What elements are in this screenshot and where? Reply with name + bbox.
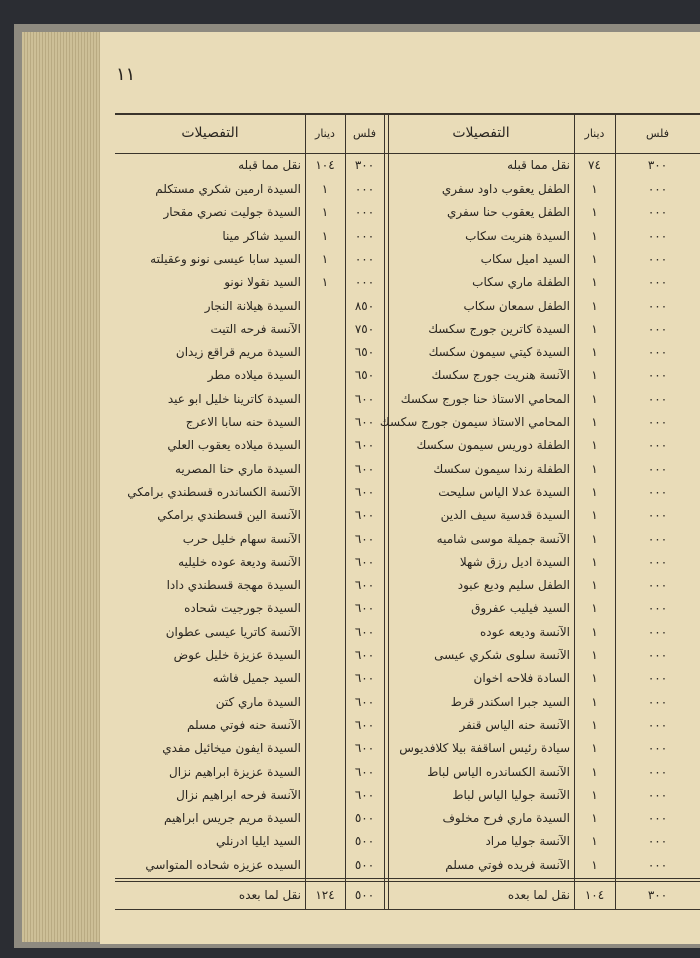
- donor-name: السيدة ماري حنا المصريه: [174, 462, 301, 476]
- donation-fils: ٠٠٠: [647, 648, 668, 662]
- donor-name: السيدة ارمين شكري مستكلم: [155, 182, 301, 196]
- donation-fils: ٠٠٠: [647, 485, 668, 499]
- donor-name: السيدة كاترين جورج سكسك: [428, 322, 570, 336]
- donor-name: السيدة عدلا الياس سليحت: [438, 485, 570, 499]
- column-rule-center: [384, 113, 385, 910]
- carried-forward-label: نقل مما قبله: [238, 158, 301, 172]
- donor-name: السيد اميل سكاب: [480, 252, 570, 266]
- donation-dinar: ١: [591, 205, 598, 219]
- donor-name: السيد ايليا ادرنلي: [216, 834, 301, 848]
- donation-fils: ٠٠٠: [647, 811, 668, 825]
- donation-fils: ٠٠٠: [647, 252, 668, 266]
- donation-fils: ٥٠٠: [354, 834, 375, 848]
- donor-name: سيادة رئيس اساقفة بيلا كلافديوس: [399, 741, 570, 755]
- donation-dinar: ١: [591, 601, 598, 615]
- donation-dinar: ١: [321, 229, 329, 243]
- donation-fils: ٠٠٠: [354, 229, 375, 243]
- donation-fils: ٦٠٠: [354, 578, 375, 592]
- donation-fils: ٦٥٠: [354, 368, 375, 382]
- carried-over-label: نقل لما بعده: [238, 888, 301, 902]
- carried-forward-dinar: ١٠٤: [315, 158, 335, 172]
- carried-forward-fils: ٣٠٠: [647, 158, 668, 172]
- donation-fils: ٦٠٠: [354, 438, 375, 452]
- donation-dinar: ١: [591, 368, 598, 382]
- donation-dinar: ١: [321, 252, 329, 266]
- donation-fils: ٦٠٠: [354, 485, 375, 499]
- donor-name: السيد نقولا نونو: [224, 275, 301, 289]
- donor-name: السيدة اديل رزق شهلا: [459, 555, 570, 569]
- donation-fils: ٠٠٠: [647, 834, 668, 848]
- donor-name: السيدة هنريت سكاب: [465, 229, 570, 243]
- donor-name: الآنسة وديعة عوده خليليه: [178, 555, 301, 569]
- donation-dinar: ١: [591, 345, 598, 359]
- header-dinar-right: دينار: [584, 126, 605, 140]
- donation-dinar: ١: [591, 182, 598, 196]
- footer-rule-lower: [115, 881, 700, 882]
- donor-name: السيد شاكر مينا: [222, 229, 301, 243]
- donor-name: السيده عزيزه شحاده المتواسي: [145, 858, 301, 872]
- donor-name: الآنسة كاتريا عيسى عطوان: [165, 625, 301, 639]
- donor-name: الآنسة حنه الياس قنفر: [459, 718, 570, 732]
- donor-name: الآنسة الكساندره الياس لباط: [427, 765, 570, 779]
- donation-fils: ٠٠٠: [647, 322, 668, 336]
- donation-fils: ٧٥٠: [354, 322, 375, 336]
- donation-fils: ٠٠٠: [647, 345, 668, 359]
- donation-fils: ٠٠٠: [647, 741, 668, 755]
- carried-forward-fils: ٣٠٠: [354, 158, 375, 172]
- donation-fils: ٠٠٠: [647, 438, 668, 452]
- donor-name: السيدة حنه سابا الاعرج: [185, 415, 301, 429]
- donation-fils: ٠٠٠: [354, 182, 375, 196]
- donor-name: السيدة ميلاده مطر: [207, 368, 301, 382]
- donation-fils: ٦٠٠: [354, 532, 375, 546]
- donation-dinar: ١: [591, 834, 598, 848]
- donor-name: الآنسة فريده فوتي مسلم: [445, 858, 570, 872]
- donor-name: الآنسة هنريت جورج سكسك: [431, 368, 570, 382]
- donation-dinar: ١: [591, 532, 598, 546]
- donor-name: الآنسة سلوى شكري عيسى: [434, 648, 570, 662]
- carried-forward-dinar: ٧٤: [588, 158, 601, 172]
- donor-name: الطفل يعقوب داود سفري: [441, 182, 570, 196]
- donation-fils: ٠٠٠: [647, 788, 668, 802]
- donor-name: السيدة كيتي سيمون سكسك: [428, 345, 570, 359]
- donation-fils: ٠٠٠: [647, 415, 668, 429]
- donor-name: السيدة كاترينا خليل ابو عيد: [167, 392, 301, 406]
- donation-fils: ٦٠٠: [354, 671, 375, 685]
- donation-fils: ٠٠٠: [647, 695, 668, 709]
- donation-dinar: ١: [591, 252, 598, 266]
- donation-fils: ٥٠٠: [354, 858, 375, 872]
- donor-name: السيدة مريم جريس ابراهيم: [164, 811, 301, 825]
- donation-fils: ٠٠٠: [647, 299, 668, 313]
- donor-name: السيدة هيلانة النجار: [204, 299, 301, 313]
- donor-name: السيدة جوليت نصري مقحار: [163, 205, 301, 219]
- header-details-right: التفصيلات: [452, 125, 510, 141]
- donation-fils: ٠٠٠: [647, 532, 668, 546]
- donation-fils: ٠٠٠: [647, 578, 668, 592]
- donor-name: السادة فلاحه اخوان: [473, 671, 570, 685]
- donation-fils: ٠٠٠: [647, 182, 668, 196]
- donation-fils: ٠٠٠: [647, 671, 668, 685]
- donation-fils: ٦٠٠: [354, 555, 375, 569]
- donation-dinar: ١: [321, 205, 329, 219]
- donor-name: السيدة قدسية سيف الدين: [440, 508, 570, 522]
- donation-fils: ٠٠٠: [647, 858, 668, 872]
- donation-dinar: ١: [591, 788, 598, 802]
- donation-dinar: ١: [591, 695, 598, 709]
- donation-fils: ٠٠٠: [647, 368, 668, 382]
- donation-fils: ٠٠٠: [354, 205, 375, 219]
- donor-name: الطفل سليم وديع عبود: [457, 578, 570, 592]
- donation-dinar: ١: [591, 485, 598, 499]
- donor-name: السيد جبرا اسكندر قرط: [450, 695, 570, 709]
- donor-name: الطفل سمعان سكاب: [463, 299, 570, 313]
- donor-name: الآنسة الين قسطندي برامكي: [157, 508, 301, 522]
- donor-name: الطفلة رندا سيمون سكسك: [433, 462, 570, 476]
- donation-dinar: ١: [591, 765, 598, 779]
- header-details-left: التفصيلات: [181, 125, 239, 141]
- donor-name: الطفل يعقوب حنا سفري: [447, 205, 570, 219]
- donation-fils: ٦٥٠: [354, 345, 375, 359]
- donor-name: السيد جميل فاشه: [212, 671, 301, 685]
- donation-dinar: ١: [591, 322, 598, 336]
- donation-fils: ٠٠٠: [647, 508, 668, 522]
- donation-dinar: ١: [591, 858, 598, 872]
- donation-fils: ٠٠٠: [647, 718, 668, 732]
- donation-dinar: ١: [321, 275, 329, 289]
- donor-name: الآنسة جوليا الياس لباط: [452, 788, 570, 802]
- carried-over-label: نقل لما بعده: [507, 888, 570, 902]
- carried-forward-label: نقل مما قبله: [507, 158, 570, 172]
- donor-name: المحامي الاستاذ سيمون جورج سكسك: [379, 415, 570, 429]
- donor-name: السيدة مهجة قسطندي دادا: [166, 578, 301, 592]
- bottom-rule: [115, 909, 700, 910]
- donor-name: الآنسة سهام خليل حرب: [182, 532, 301, 546]
- donation-fils: ٦٠٠: [354, 718, 375, 732]
- donor-name: السيدة ماري فرح مخلوف: [442, 811, 570, 825]
- carried-over-fils: ٣٠٠: [647, 888, 668, 902]
- donation-fils: ٠٠٠: [647, 392, 668, 406]
- donation-dinar: ١: [591, 299, 598, 313]
- donation-fils: ٠٠٠: [354, 275, 375, 289]
- donor-name: الآنسة جميلة موسى شاميه: [436, 532, 570, 546]
- donation-dinar: ١: [591, 671, 598, 685]
- donation-fils: ٦٠٠: [354, 765, 375, 779]
- donation-fils: ٦٠٠: [354, 695, 375, 709]
- donation-fils: ٦٠٠: [354, 415, 375, 429]
- donation-dinar: ١: [591, 625, 598, 639]
- donation-fils: ٠٠٠: [647, 229, 668, 243]
- donor-name: الآنسة فرحه ابراهيم نزال: [176, 788, 301, 802]
- donor-name: الآنسة الكساندره قسطندي برامكي: [127, 485, 301, 499]
- donation-dinar: ١: [591, 229, 598, 243]
- donation-dinar: ١: [591, 415, 598, 429]
- donation-fils: ٦٠٠: [354, 462, 375, 476]
- donor-name: السيدة عزيزة خليل عوض: [173, 648, 301, 662]
- donation-dinar: ١: [321, 182, 329, 196]
- donation-fils: ٦٠٠: [354, 648, 375, 662]
- donation-dinar: ١: [591, 648, 598, 662]
- donation-dinar: ١: [591, 392, 598, 406]
- donor-name: الطفلة دوريس سيمون سكسك: [416, 438, 570, 452]
- donor-name: السيدة مريم قراقع زيدان: [175, 345, 301, 359]
- column-rule-center: [388, 113, 389, 910]
- donor-name: الطفلة ماري سكاب: [472, 275, 570, 289]
- donor-name: السيدة عزيزة ابراهيم نزال: [169, 765, 301, 779]
- donor-name: السيدة ميلاده يعقوب العلي: [167, 438, 301, 452]
- header-fils-left: فلس: [353, 126, 376, 140]
- donation-fils: ٦٠٠: [354, 741, 375, 755]
- donation-fils: ٠٠٠: [647, 205, 668, 219]
- donation-dinar: ١: [591, 811, 598, 825]
- donor-name: المحامي الاستاذ حنا جورج سكسك: [400, 392, 570, 406]
- donation-fils: ٠٠٠: [647, 462, 668, 476]
- carried-over-dinar: ١٠٤: [584, 888, 605, 902]
- donation-fils: ٦٠٠: [354, 601, 375, 615]
- donor-name: الآنسة حنه فوتي مسلم: [187, 718, 301, 732]
- donor-name: الآنسة فرحه التيت: [210, 322, 301, 336]
- donor-name: الآنسة وديعه عوده: [480, 625, 570, 639]
- donation-dinar: ١: [591, 555, 598, 569]
- donation-fils: ٠٠٠: [647, 765, 668, 779]
- donation-fils: ٠٠٠: [354, 252, 375, 266]
- donor-name: السيدة جورجيت شحاده: [184, 601, 301, 615]
- donation-dinar: ١: [591, 741, 598, 755]
- donation-dinar: ١: [591, 508, 598, 522]
- donation-fils: ٦٠٠: [354, 788, 375, 802]
- donor-name: السيدة ماري كتن: [215, 695, 301, 709]
- header-dinar-left: دينار: [315, 126, 335, 140]
- donation-dinar: ١: [591, 438, 598, 452]
- donor-name: السيد سابا عيسى نونو وعقيلته: [150, 252, 301, 266]
- header-fils-right: فلس: [646, 126, 669, 140]
- donation-fils: ٠٠٠: [647, 555, 668, 569]
- donation-fils: ٦٠٠: [354, 508, 375, 522]
- carried-over-dinar: ١٢٤: [315, 888, 335, 902]
- donation-fils: ٦٠٠: [354, 625, 375, 639]
- donation-dinar: ١: [591, 275, 598, 289]
- donation-fils: ٥٠٠: [354, 811, 375, 825]
- carried-over-fils: ٥٠٠: [354, 888, 375, 902]
- donor-name: الآنسة جوليا مراد: [485, 834, 570, 848]
- donation-fils: ٠٠٠: [647, 601, 668, 615]
- donation-fils: ٠٠٠: [647, 275, 668, 289]
- donation-dinar: ١: [591, 462, 598, 476]
- footer-rule-upper: [115, 878, 700, 879]
- donation-fils: ٨٥٠: [354, 299, 375, 313]
- donation-dinar: ١: [591, 578, 598, 592]
- page-number: ١١: [116, 64, 136, 85]
- donation-fils: ٦٠٠: [354, 392, 375, 406]
- donation-dinar: ١: [591, 718, 598, 732]
- header-rule: [115, 153, 700, 154]
- donor-name: السيد فيليب عفروق: [471, 601, 570, 615]
- donor-name: السيدة ايفون ميخائيل مفدي: [162, 741, 301, 755]
- donation-ledger-table: [115, 113, 700, 910]
- donation-fils: ٠٠٠: [647, 625, 668, 639]
